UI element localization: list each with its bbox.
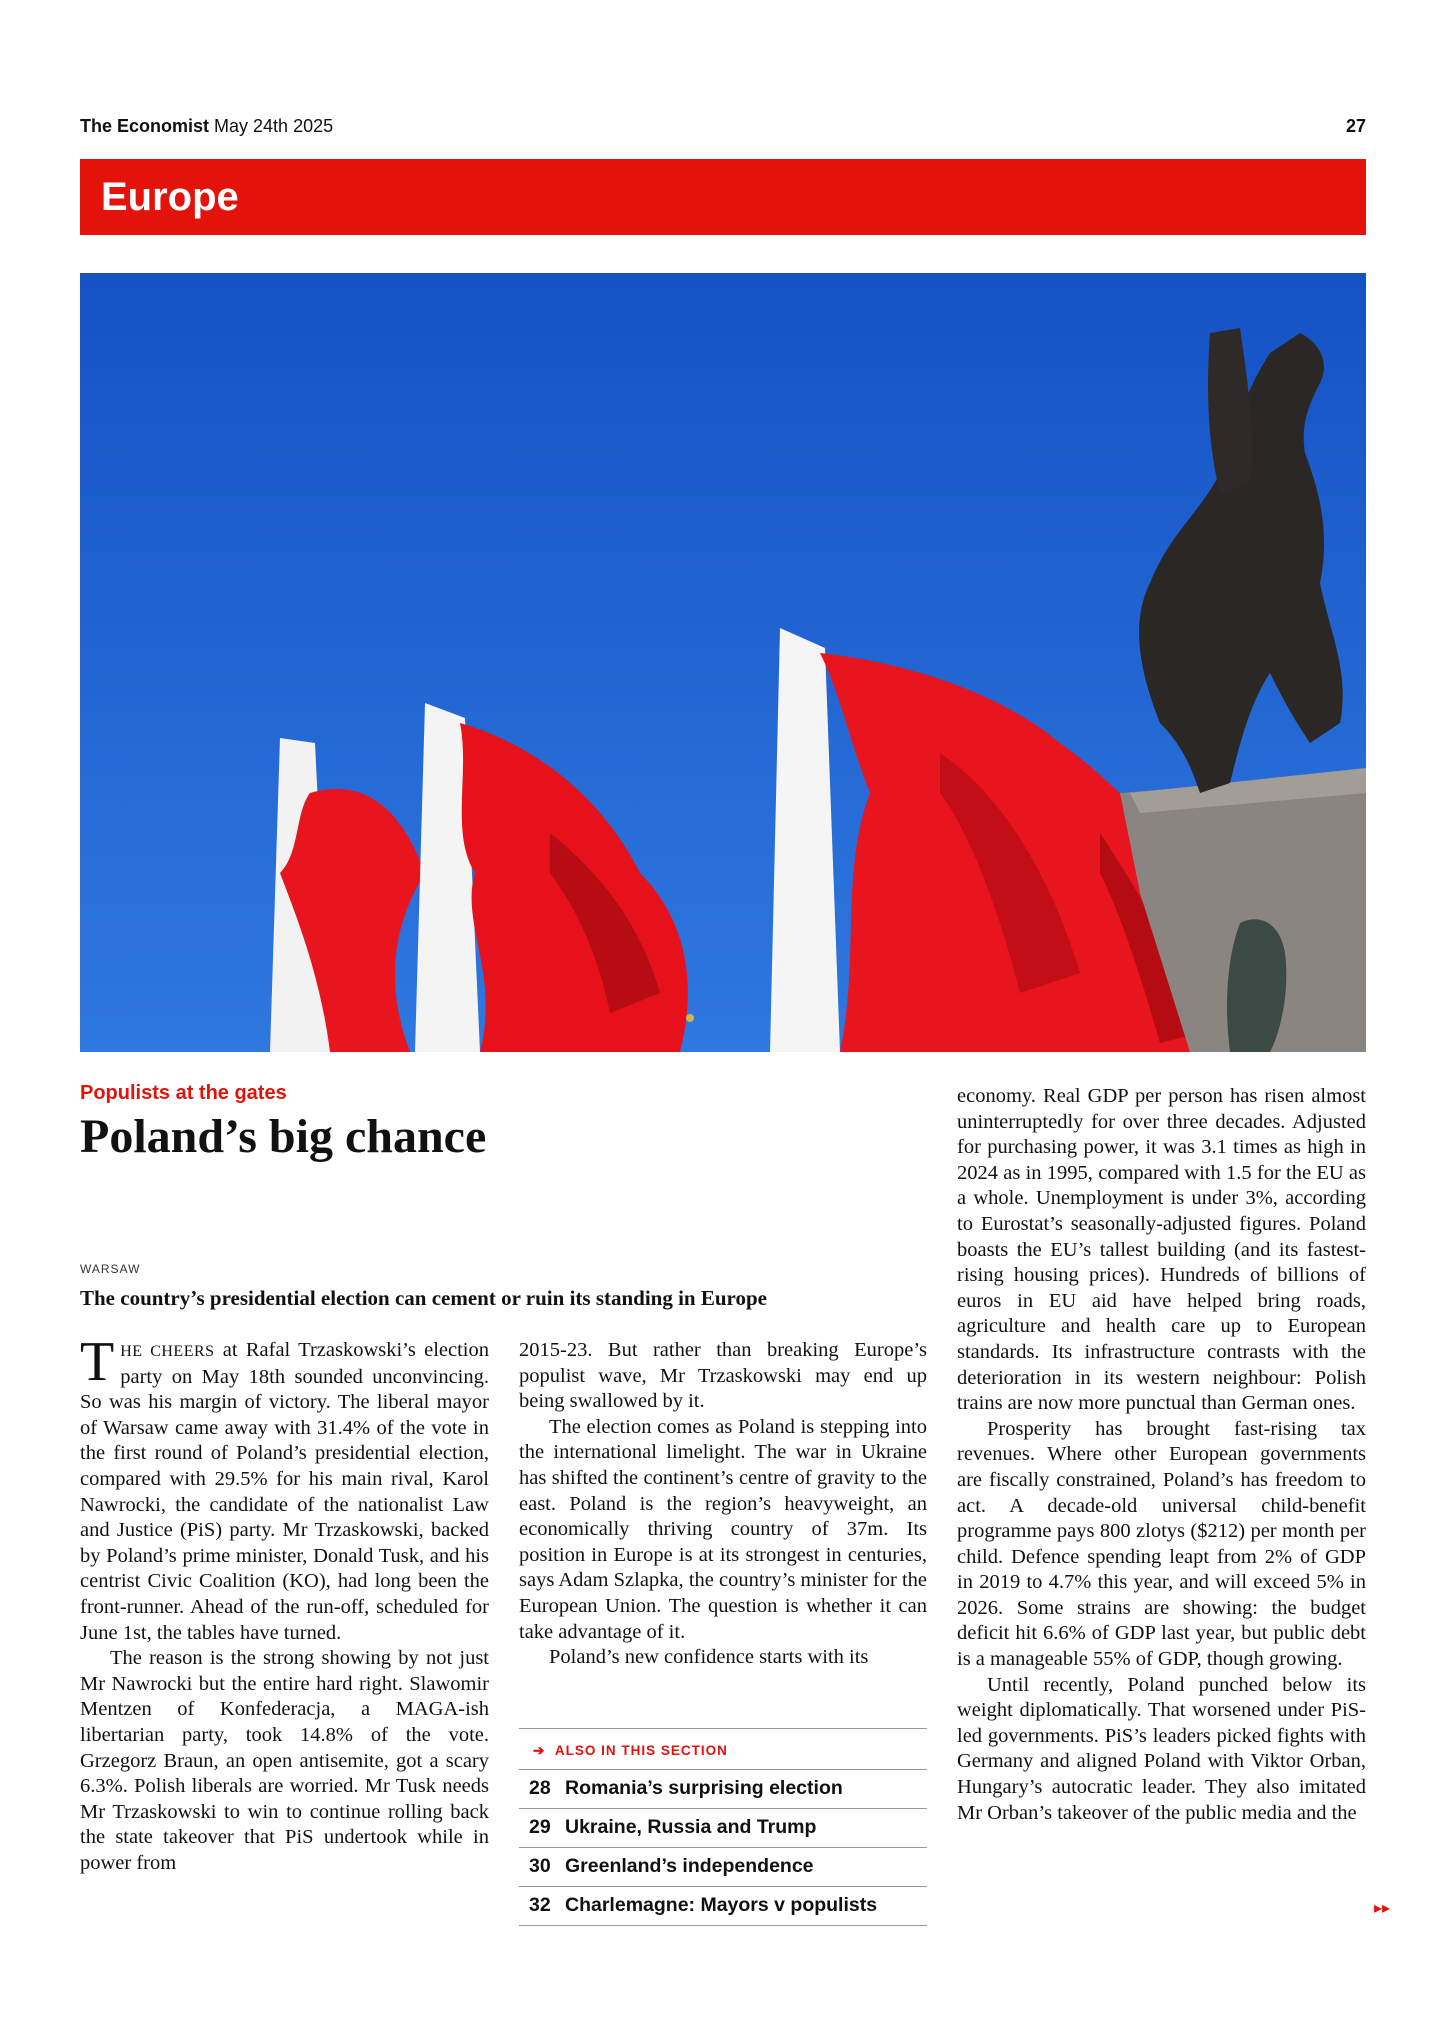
section-banner xyxy=(80,159,1366,235)
continue-arrow-icon: ▸▸ xyxy=(1374,1898,1391,1917)
issue-date: May 24th 2025 xyxy=(214,116,334,136)
flags-statue-illustration xyxy=(80,273,1366,1052)
paragraph xyxy=(80,1331,489,1646)
arrow-right-icon: ➔ xyxy=(533,1743,546,1758)
paragraph: 2015-23. But rather than breaking Europe’s populist wave, Mr Trzaskowski may end up being swallowed by it. xyxy=(519,1339,927,1413)
article-rubric: Populists at the gates xyxy=(80,1082,287,1104)
link-title: Ukraine, Russia and Trump xyxy=(565,1816,817,1838)
lead-smallcaps: HE CHEERS xyxy=(120,1343,215,1360)
link-title: Greenland’s independence xyxy=(565,1855,814,1877)
also-in-section-label-text: ALSO IN THIS SECTION xyxy=(554,1743,728,1758)
section-link[interactable] xyxy=(519,1770,927,1809)
paragraph: Prosperity has brought fast-rising tax revenues. Where other European governments are fiscally constrained, Poland’s has freedom to act. A decade-old universal child-benefit programme pays 800 zlotys ($212) per month per child. Defence spending leapt from 2% of GDP in 2019 to 4.7% this year, and will exceed 5% in 2026. Some strains are showing: the budget deficit hit 6.6% of GDP last year, but public debt is a manageable 55% of GDP, though growing. xyxy=(957,1417,1366,1671)
lead-photo xyxy=(80,273,1366,1052)
article-headline: Poland’s big chance xyxy=(80,1110,487,1163)
paragraph: Until recently, Poland punched below its weight diplomatically. That worsened under PiS-led governments. PiS’s leaders picked fights with Germany and aligned Poland with Viktor Orban, Hungary’s autocratic leader. They also imitated Mr Orban’s takeover of the public media and the xyxy=(957,1673,1366,1824)
text-column-1 xyxy=(80,1331,489,1876)
article-dateline: WARSAW xyxy=(80,1262,141,1276)
paragraph-text: at Rafal Trzaskowski’s election party on May 18th sounded unconvincing. So was his margin of victory. The liberal mayor of Warsaw came away with 31.4% of the vote in the first round of Poland’s presidential election, compared with 29.5% for his main rival, Karol Nawrocki, the candidate of the nationalist Law and Justice (PiS) party. Mr Trzaskowski, backed by Poland’s prime minister, Donald Tusk, and his centrist Civic Coalition (KO), had long been the front-runner. Ahead of the run-off, scheduled for June 1st, the tables have turned. xyxy=(80,1339,489,1644)
paragraph: economy. Real GDP per person has risen almost uninterruptedly for over three decades. Adjusted for purchasing power, it was 3.1 times as high in 2024 as in 1995, compared with 1.5 for the EU as a whole. Unemployment is under 3%, according to Eurostat’s seasonally-adjusted figures. Poland boasts the EU’s tallest building (and its fastest-rising housing prices). Hundreds of billions of euros in EU aid have helped bring roads, agriculture and health care up to European standards. Its infrastructure contrasts with the deterioration in its western neighbour: Polish trains are now more punctual than German ones. xyxy=(957,1085,1366,1415)
page-number: 27 xyxy=(1345,116,1366,136)
link-page: 28 xyxy=(529,1777,551,1799)
link-title: Charlemagne: Mayors v populists xyxy=(565,1894,878,1916)
link-page: 32 xyxy=(529,1894,551,1916)
link-page: 30 xyxy=(529,1855,551,1877)
section-title: Europe xyxy=(101,175,239,219)
text-column-3 xyxy=(957,1084,1366,1826)
also-in-section-box xyxy=(519,1728,927,1926)
section-link[interactable] xyxy=(519,1848,927,1887)
section-link[interactable] xyxy=(519,1887,927,1926)
drop-cap: T xyxy=(80,1331,115,1393)
flagpole-finial xyxy=(686,1014,694,1022)
paragraph: Poland’s new confidence starts with its xyxy=(549,1646,869,1669)
paragraph: The election comes as Poland is stepping into the international limelight. The war in Ukraine has shifted the continent’s centre of gravity to the east. Poland is the region’s heavyweight, an economically thriving country of 37m. Its position in Europe is at its strongest in centuries, says Adam Szlapka, the country’s minister for the European Union. The question is whether it can take advantage of it. xyxy=(519,1415,927,1643)
section-link[interactable] xyxy=(519,1809,927,1848)
link-page: 29 xyxy=(529,1816,551,1838)
paragraph: The reason is the strong showing by not just Mr Nawrocki but the entire hard right. Slawomir Mentzen of Konfederacja, a MAGA-ish libertarian party, took 14.8% of the vote. Grzegorz Braun, an open antisemite, got a scary 6.3%. Polish liberals are worried. Mr Tusk needs Mr Trzaskowski to win to continue rolling back the state takeover that PiS undertook while in power from xyxy=(80,1647,489,1874)
publication-name: The Economist xyxy=(80,116,210,136)
article-standfirst: The country’s presidential election can cement or ruin its standing in Europe xyxy=(80,1286,767,1310)
page-header xyxy=(80,116,1366,144)
text-column-2 xyxy=(519,1338,927,1671)
also-in-section-label xyxy=(519,1729,927,1770)
link-title: Romania’s surprising election xyxy=(565,1777,843,1799)
